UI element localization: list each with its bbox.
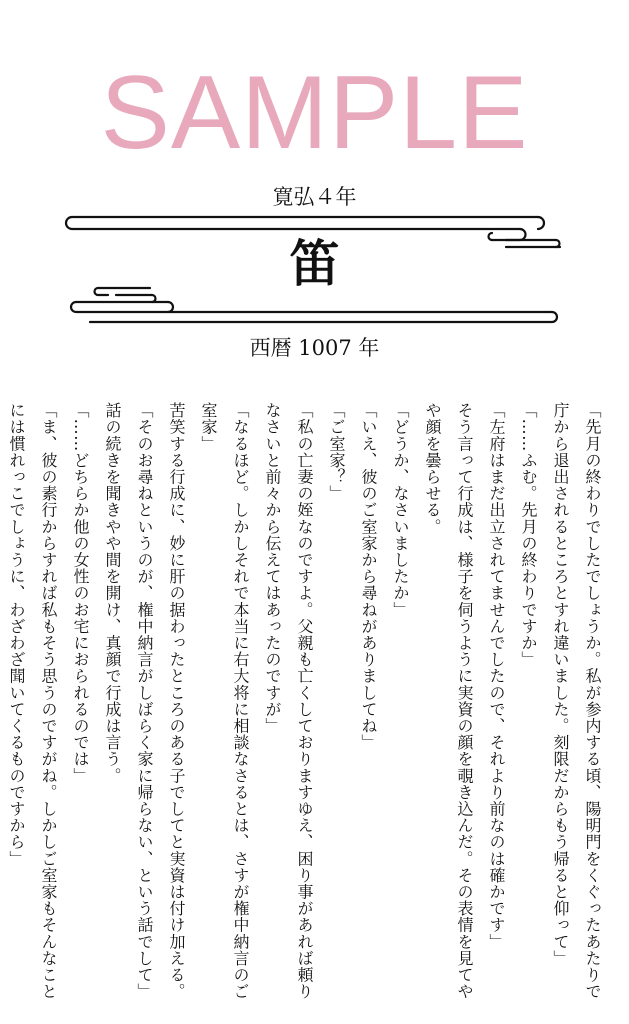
paragraph: 「左府はまだ出立されてませんでしたので、それより前なのは確かです」 xyxy=(487,402,506,950)
year-heading: 西暦 1007 年 xyxy=(249,336,380,360)
paragraph: 「先月の終わりでしたでしょうか。私が参内する頃、陽明門をくぐったあたりで庁から退出されるところとすれ違いました。刻限だからもう帰ると仰って」 xyxy=(551,402,602,1000)
paragraph: 「ま、彼の素行からすれば私もそう思うのですがね。しかしご室家もそんなことには慣れっこでしょうに、わざわざ聞いてくるものですから」 xyxy=(7,402,58,1000)
sample-watermark: SAMPLE xyxy=(100,55,529,171)
era-heading: 寛弘４年 xyxy=(272,185,357,209)
paragraph: 「どうか、なさいましたか」 xyxy=(391,402,410,618)
chapter-title: 笛 xyxy=(289,234,340,293)
paragraph: 話の続きを聞きやや間を開け、真顔で行成は言う。 xyxy=(103,402,122,784)
paragraph: 「……どちらか他の女性のお宅におられるのでは」 xyxy=(71,402,90,784)
paragraph: そう言って行成は、様子を伺うように実資の顔を覗き込んだ。その表情を見てやや顔を曇らせる。 xyxy=(423,402,474,1000)
paragraph: 苦笑する行成に、妙に肝の据わったところのある子でしてと実資は付け加える。 xyxy=(167,402,186,1000)
paragraph: 「ご室家？」 xyxy=(327,402,346,502)
paragraph: 「私の亡妻の姪なのですよ。父親も亡くしておりますゆえ、困り事があれば頼りなさいと前々から伝えてはあったのですが」 xyxy=(263,402,314,1000)
paragraph: 「なるほど。しかしそれで本当に右大将に相談なさるとは、さすが権中納言のご室家」 xyxy=(199,402,250,1000)
cloud-ornament-bottom xyxy=(0,284,629,324)
body-text xyxy=(7,402,608,1012)
paragraph: 「いえ、彼のご室家から尋ねがありましてね」 xyxy=(359,402,378,751)
paragraph: 「……ふむ。先月の終わりですか」 xyxy=(519,402,538,668)
paragraph: 「そのお尋ねというのが、権中納言がしばらく家に帰らない、という話でして」 xyxy=(135,402,154,1000)
